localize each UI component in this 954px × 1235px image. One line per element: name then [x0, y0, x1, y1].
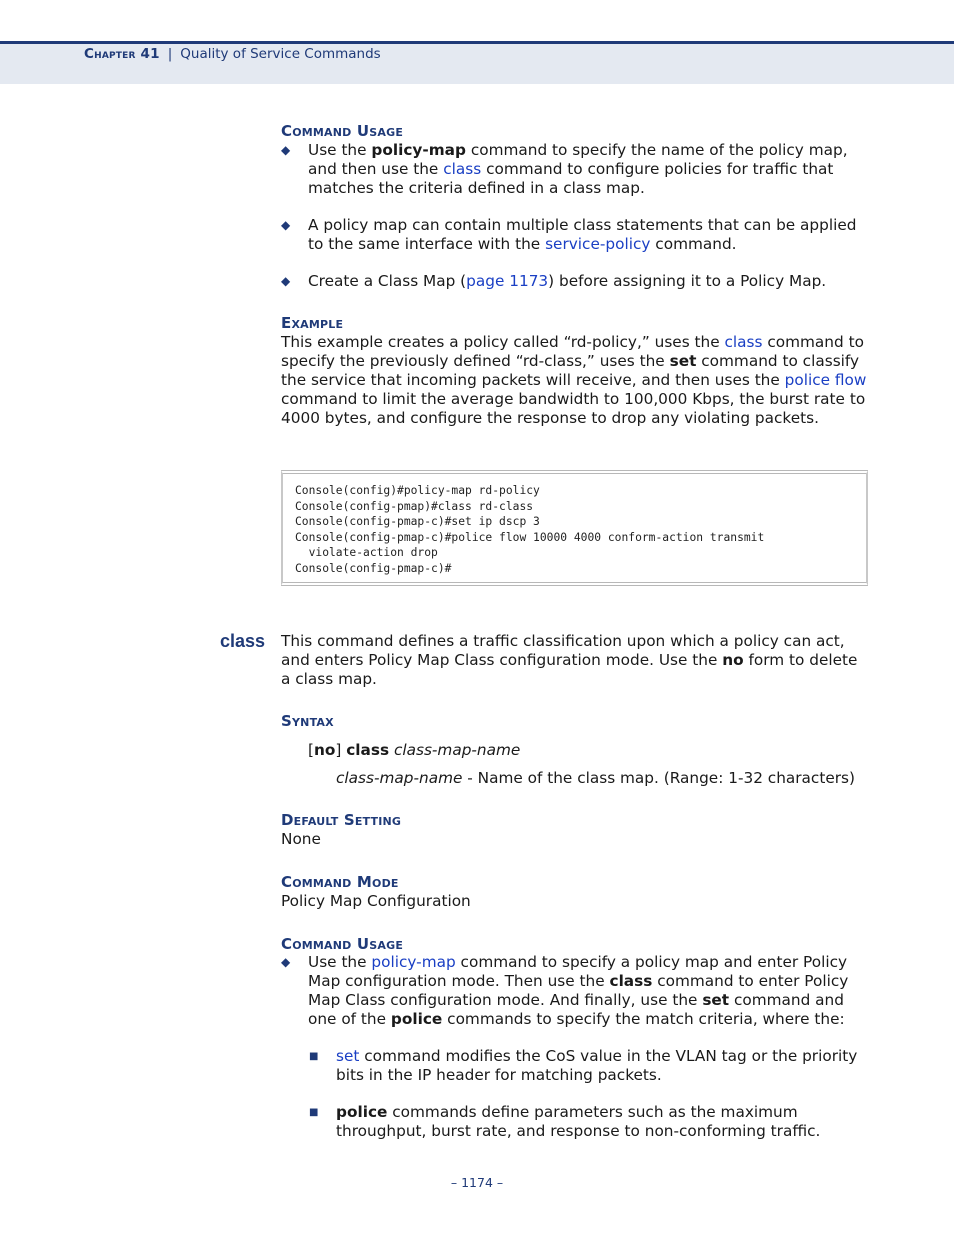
text: form to delete a class map. [281, 651, 858, 688]
police-term: police [390, 1010, 443, 1028]
syntax-line [308, 741, 520, 760]
default-setting-heading: Default Setting [281, 811, 402, 829]
command-mode-heading: Command Mode [281, 873, 399, 891]
class-link[interactable]: class [443, 160, 482, 178]
parameter-name: class-map-name [336, 769, 463, 787]
set-link[interactable]: set [336, 1047, 360, 1065]
set-term: set [702, 991, 730, 1009]
text: A policy map can contain multiple class statements that can be applied to the same interface with the [308, 216, 857, 253]
text: command to specify a policy map and enter Policy Map configuration mode. Then use the [308, 953, 848, 990]
text: command to limit the average bandwidth to 100,000 Kbps, the burst rate to 4000 bytes, and configure the response to drop any violating packets. [281, 390, 866, 427]
text: commands define parameters such as the maximum throughput, burst rate, and response to non-conforming traffic. [336, 1103, 821, 1140]
command-title: class [220, 631, 266, 651]
text: command to classify the service that incoming packets will receive, and then uses the [281, 352, 860, 389]
example-paragraph [281, 333, 869, 428]
text: command. [650, 235, 737, 253]
police-flow-link[interactable]: police flow [784, 371, 867, 389]
code-example-box [281, 470, 868, 586]
diamond-bullet-icon: ◆ [281, 274, 291, 288]
set-term: set [669, 352, 697, 370]
page-number: – 1174 – [450, 1175, 504, 1190]
default-setting-value: None [281, 830, 321, 848]
chapter-label: Chapter 41 [84, 46, 160, 62]
usage-bullet-3 [308, 272, 868, 291]
no-term: no [722, 651, 744, 669]
square-bullet-icon: ■ [309, 1107, 319, 1118]
sub-bullet-police [336, 1103, 871, 1141]
bracket: ] [335, 741, 347, 759]
text: command modifies the CoS value in the VLAN tag or the priority bits in the IP header for matching packets. [336, 1047, 858, 1084]
example-heading: Example [281, 314, 344, 332]
class-term: class [609, 972, 653, 990]
syntax-heading: Syntax [281, 712, 334, 730]
chapter-title: Quality of Service Commands [180, 46, 381, 62]
page-1173-link[interactable]: page 1173 [466, 272, 549, 290]
parameter-description [336, 769, 855, 788]
diamond-bullet-icon: ◆ [281, 955, 291, 969]
text: Use the [308, 953, 372, 971]
command-mode-value: Policy Map Configuration [281, 892, 471, 910]
text: This command defines a traffic classification upon which a policy can act, and enters Policy Map Class configuration mode. Use the [281, 632, 845, 669]
text: command to enter Policy Map Class configuration mode. And finally, use the [308, 972, 849, 1009]
police-term: police [336, 1103, 388, 1121]
usage-bullet-1 [308, 141, 868, 198]
service-policy-link[interactable]: service-policy [545, 235, 651, 253]
text: command to configure policies for traffic that matches the criteria defined in a class map. [308, 160, 834, 197]
text: ) before assigning it to a Policy Map. [548, 272, 827, 290]
bracket: [ [308, 741, 314, 759]
text: - Name of the class map. (Range: 1-32 characters) [462, 769, 855, 787]
text: command to specify the previously defined “rd-class,” uses the [281, 333, 864, 370]
text: command and one of the [308, 991, 844, 1028]
text: This example creates a policy called “rd-policy,” uses the [281, 333, 725, 351]
code-example: Console(config)#policy-map rd-policy Console(config-pmap)#class rd-class Console(config-pmap-c)#set ip dscp 3 Console(config-pmap-c)#police flow 10000 4000 conform-action transmit violate-action drop Console(config-pmap-c)# [295, 484, 765, 575]
diamond-bullet-icon: ◆ [281, 143, 291, 157]
class-description [281, 632, 869, 689]
policy-map-term: policy-map [371, 141, 466, 159]
class-map-name-arg: class-map-name [393, 741, 521, 759]
square-bullet-icon: ■ [309, 1051, 319, 1062]
diamond-bullet-icon: ◆ [281, 218, 291, 232]
text: Create a Class Map ( [308, 272, 467, 290]
class-usage-bullet [308, 953, 868, 1029]
class-link[interactable]: class [724, 333, 763, 351]
text: command to specify the name of the policy map, and then use the [308, 141, 848, 178]
command-usage-heading: Command Usage [281, 122, 404, 140]
sub-bullet-set [336, 1047, 871, 1085]
text: commands to specify the match criteria, where the: [442, 1010, 845, 1028]
command-usage-heading: Command Usage [281, 935, 404, 953]
running-header [84, 45, 381, 63]
class-keyword: class [346, 741, 390, 759]
header-separator: | [167, 46, 173, 62]
text: Use the [308, 141, 372, 159]
usage-bullet-2 [308, 216, 868, 254]
policy-map-link[interactable]: policy-map [371, 953, 456, 971]
no-keyword: no [313, 741, 336, 759]
